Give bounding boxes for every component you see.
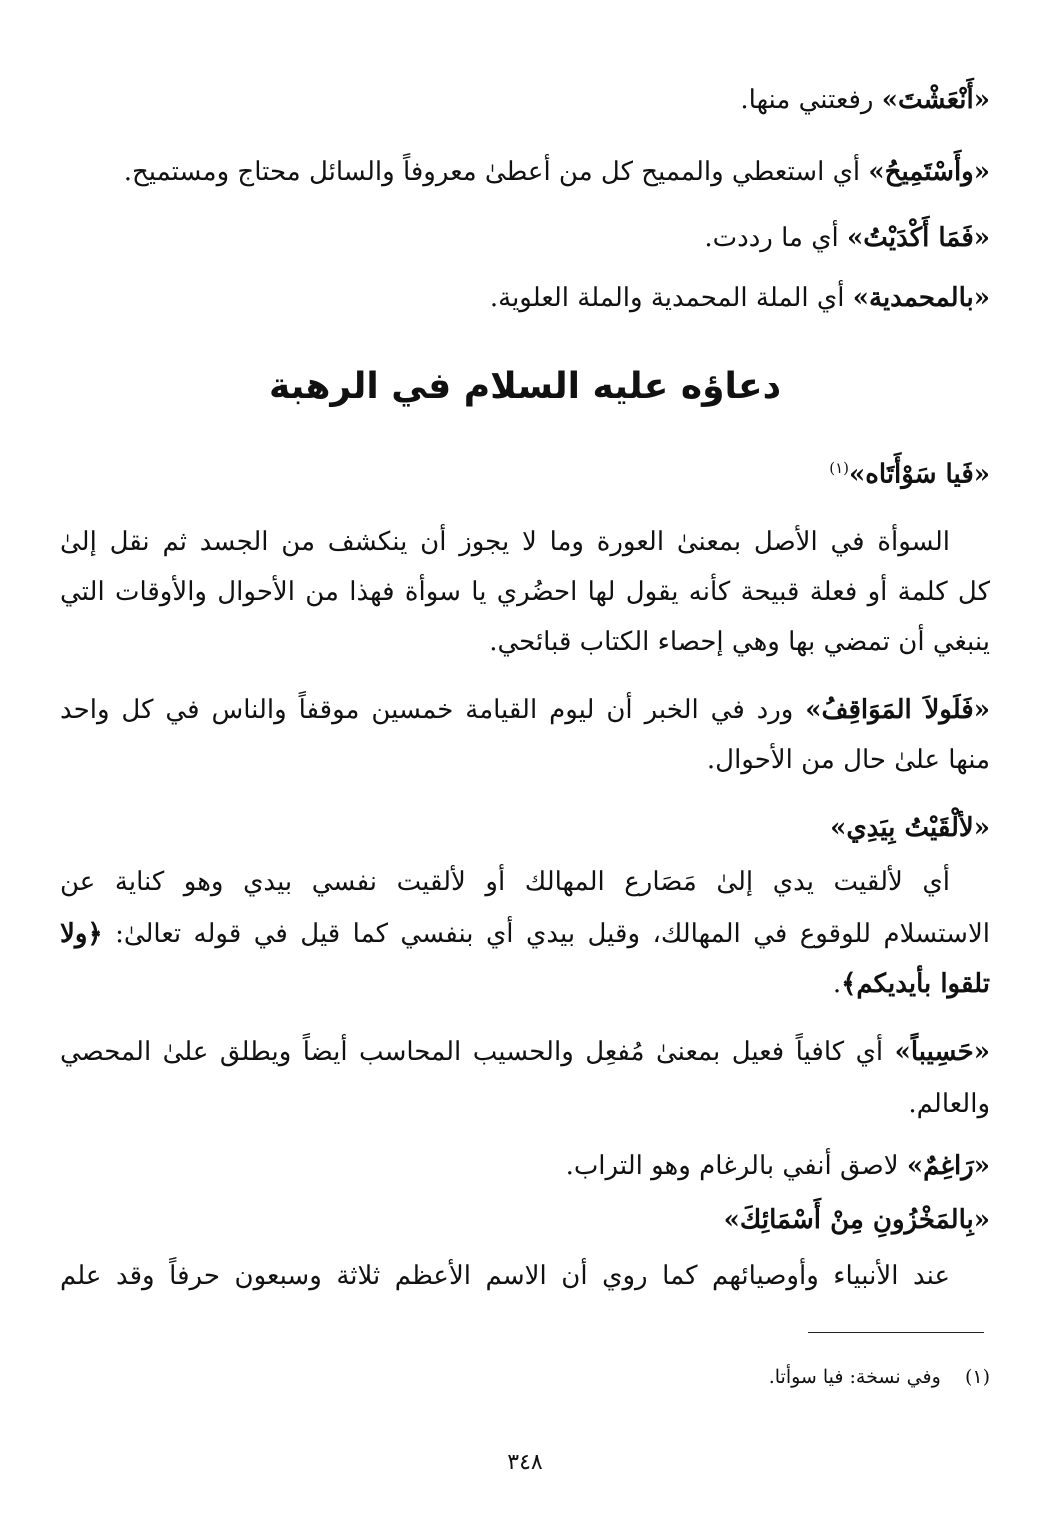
entry-line [124, 152, 990, 192]
entry-text: لاصق أنفي بالرغام وهو التراب. [565, 1151, 907, 1181]
lemma-term: «لألْقَيْتُ بِيَدِي» [830, 813, 990, 843]
lemma-line [724, 1200, 990, 1240]
paragraph-line [60, 690, 990, 730]
footnote-number: (١) [964, 1366, 990, 1388]
lemma-term: «بِالمَخْزُونِ مِنْ أَسْمَائِكَ» [723, 1205, 990, 1235]
paragraph-line: السوأة في الأصل بمعنىٰ العورة وما لا يجوز أن ينكشف من الجسد ثم نقل إلىٰ [60, 527, 950, 557]
entry-text: رفعتني منها. [740, 85, 882, 115]
lemma-term: «فَيا سَوْأَتَاه» [849, 459, 990, 490]
paragraph-line [60, 914, 990, 954]
entry-line [740, 80, 990, 120]
paragraph-line: منها علىٰ حال من الأحوال. [706, 745, 990, 775]
entry-line [704, 218, 990, 258]
entry-term: «بالمحمدية» [852, 283, 990, 313]
entry-term: «رَاغِمٌ» [906, 1151, 990, 1181]
paragraph-line: كل كلمة أو فعلة قبيحة كأنه يقول لها احضُري يا سوأة فهذا من الأحوال والأوقات التي [60, 577, 990, 607]
paragraph-line: أي لألقيت يدي إلىٰ مَصَارع المهالك أو لألقيت نفسي بيدي وهو كناية عن [60, 867, 950, 897]
page-number: ٣٤٨ [507, 1450, 543, 1475]
footnote-divider [808, 1332, 984, 1333]
entry-text: أي كافياً فعيل بمعنىٰ مُفعِل والحسيب المحاسب أيضاً ويطلق علىٰ المحصي [60, 1037, 895, 1067]
paragraph-line [60, 1032, 990, 1072]
paragraph-text: الاستسلام للوقوع في المهالك، وقيل بيدي أي بنفسي كما قيل في قوله تعالىٰ: [102, 919, 990, 949]
lemma-line [830, 808, 990, 848]
entry-line [490, 278, 990, 318]
paragraph-line [566, 1146, 990, 1186]
entry-term: «أَنْعَشْتَ» [881, 85, 990, 115]
footnote [769, 1362, 990, 1392]
entry-text: أي ما رددت. [704, 223, 848, 253]
quran-quote: تلقوا بأيديكم﴾ [841, 969, 990, 999]
paragraph-line: عند الأنبياء وأوصيائهم كما روي أن الاسم الأعظم ثلاثة وسبعون حرفاً وقد علم [60, 1261, 950, 1291]
entry-text: ورد في الخبر أن ليوم القيامة خمسين موقفاً والناس في كل واحد [60, 695, 806, 725]
paragraph-line: والعالم. [908, 1089, 990, 1119]
section-heading: دعاؤه عليه السلام في الرهبة [268, 366, 782, 407]
entry-term: «فَلَولاَ المَوَاقِفُ» [805, 695, 990, 725]
paragraph-line: ينبغي أن تمضي بها وهي إحصاء الكتاب قبائحي. [489, 627, 990, 657]
entry-text: أي استعطي والمميح كل من أعطىٰ معروفاً والسائل محتاج ومستميح. [123, 157, 869, 187]
paragraph-text: . [832, 969, 842, 999]
footnote-text: وفي نسخة: فيا سوأتا. [768, 1366, 941, 1388]
entry-term: «فَمَا أَكْدَيْتُ» [847, 223, 990, 253]
quran-quote: ﴿ولا [60, 919, 103, 949]
footnote-reference: (١) [829, 459, 850, 477]
lemma-line [829, 448, 990, 495]
entry-text: أي الملة المحمدية والملة العلوية. [489, 283, 853, 313]
entry-term: «وأَسْتَمِيحُ» [868, 157, 990, 187]
entry-term: «حَسِيباً» [894, 1037, 990, 1067]
paragraph-line [833, 964, 990, 1004]
